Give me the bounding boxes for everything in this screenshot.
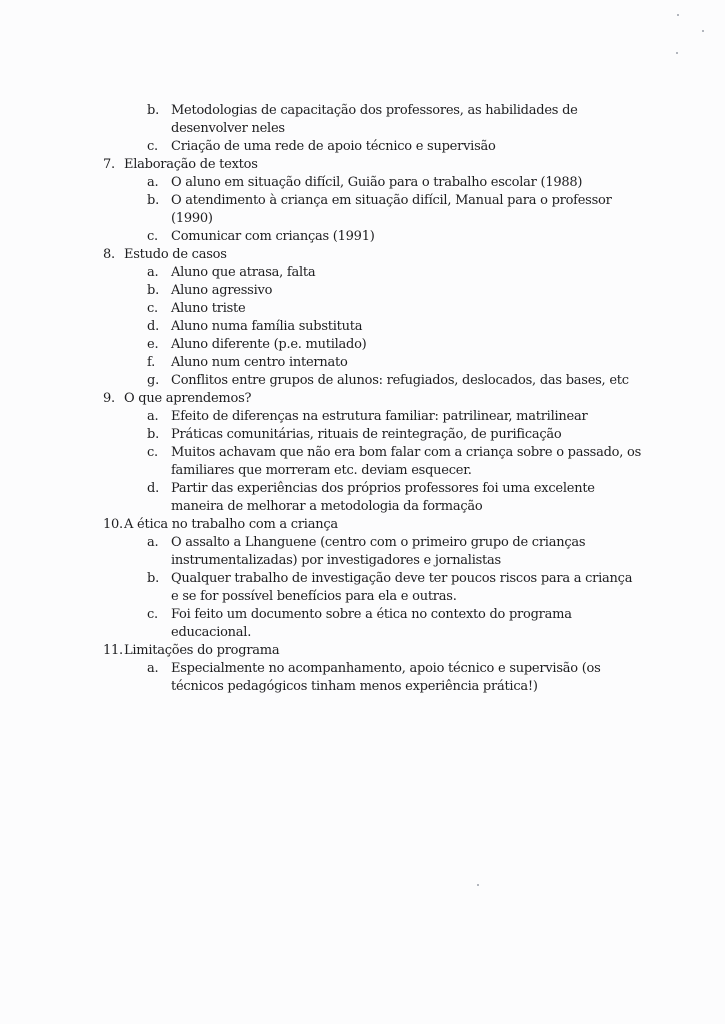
- section-number: 7.: [103, 157, 115, 172]
- item-marker: d.: [147, 319, 159, 334]
- item-text: Metodologias de capacitação dos professores, as habilidades de desenvolver neles: [171, 103, 578, 136]
- item-text: Muitos achavam que não era bom falar com a criança sobre o passado, os familiares que morreram etc. deviam esquecer.: [171, 445, 642, 478]
- item-text: O aluno em situação difícil, Guião para o trabalho escolar (1988): [171, 175, 583, 190]
- item-marker: b.: [147, 571, 159, 586]
- item-text: Foi feito um documento sobre a ética no contexto do programa educacional.: [171, 607, 572, 640]
- section-heading: [103, 390, 643, 408]
- item-text: O assalto a Lhanguene (centro com o primeiro grupo de crianças instrumentalizadas) por investigadores e jornalistas: [171, 535, 586, 568]
- section-heading: [103, 156, 643, 174]
- list-item: [103, 372, 643, 390]
- scan-speck: [676, 52, 678, 54]
- section-heading: [103, 246, 643, 264]
- outline-list: [103, 102, 643, 696]
- item-marker: a.: [147, 175, 159, 190]
- list-item: [103, 408, 643, 426]
- item-marker: d.: [147, 481, 159, 496]
- list-item: [103, 336, 643, 354]
- item-text: Aluno numa família substituta: [171, 319, 363, 334]
- item-text: Práticas comunitárias, rituais de reintegração, de purificação: [171, 427, 562, 442]
- section-heading: [103, 642, 643, 660]
- list-item: [103, 300, 643, 318]
- item-text: Comunicar com crianças (1991): [171, 229, 375, 244]
- item-marker: b.: [147, 427, 159, 442]
- item-marker: e.: [147, 337, 159, 352]
- item-marker: b.: [147, 193, 159, 208]
- list-item: [103, 426, 643, 444]
- section-title: Estudo de casos: [124, 247, 227, 262]
- item-marker: a.: [147, 535, 159, 550]
- list-item: [103, 444, 643, 480]
- item-text: O atendimento à criança em situação difícil, Manual para o professor (1990): [171, 193, 612, 226]
- item-text: Partir das experiências dos próprios professores foi uma excelente maneira de melhorar a metodologia da formação: [171, 481, 595, 514]
- item-marker: c.: [147, 229, 158, 244]
- section-title: A ética no trabalho com a criança: [124, 517, 338, 532]
- list-item: [103, 102, 643, 138]
- item-text: Aluno diferente (p.e. mutilado): [171, 337, 367, 352]
- item-text: Criação de uma rede de apoio técnico e supervisão: [171, 139, 496, 154]
- item-text: Aluno que atrasa, falta: [171, 265, 316, 280]
- item-marker: b.: [147, 103, 159, 118]
- item-text: Efeito de diferenças na estrutura familiar: patrilinear, matrilinear: [171, 409, 588, 424]
- item-marker: f.: [147, 355, 155, 370]
- item-marker: b.: [147, 283, 159, 298]
- item-marker: a.: [147, 661, 159, 676]
- list-item: [103, 480, 643, 516]
- list-item: [103, 192, 643, 228]
- list-item: [103, 138, 643, 156]
- item-text: Aluno num centro internato: [171, 355, 348, 370]
- list-item: [103, 660, 643, 696]
- item-text: Aluno agressivo: [171, 283, 273, 298]
- list-item: [103, 318, 643, 336]
- item-text: Conflitos entre grupos de alunos: refugiados, deslocados, das bases, etc: [171, 373, 629, 388]
- list-item: [103, 606, 643, 642]
- list-item: [103, 354, 643, 372]
- item-marker: a.: [147, 409, 159, 424]
- section-title: Elaboração de textos: [124, 157, 258, 172]
- item-marker: a.: [147, 265, 159, 280]
- item-marker: g.: [147, 373, 159, 388]
- item-text: Aluno triste: [171, 301, 246, 316]
- scan-speck: [702, 30, 704, 32]
- item-marker: c.: [147, 139, 158, 154]
- section-number: 10.: [103, 517, 123, 532]
- list-item: [103, 534, 643, 570]
- item-text: Especialmente no acompanhamento, apoio técnico e supervisão (os técnicos pedagógicos tinham menos experiência prática!): [171, 661, 601, 694]
- list-item: [103, 282, 643, 300]
- section-number: 9.: [103, 391, 115, 406]
- section-title: Limitações do programa: [124, 643, 280, 658]
- item-marker: c.: [147, 445, 158, 460]
- list-item: [103, 264, 643, 282]
- item-marker: c.: [147, 301, 158, 316]
- scan-speck: [677, 14, 679, 16]
- list-item: [103, 174, 643, 192]
- section-title: O que aprendemos?: [124, 391, 252, 406]
- list-item: [103, 570, 643, 606]
- item-marker: c.: [147, 607, 158, 622]
- item-text: Qualquer trabalho de investigação deve ter poucos riscos para a criança e se for possível benefícios para ela e outras.: [171, 571, 633, 604]
- scan-speck: [477, 884, 479, 886]
- section-heading: [103, 516, 643, 534]
- list-item: [103, 228, 643, 246]
- section-number: 8.: [103, 247, 115, 262]
- section-number: 11.: [103, 643, 123, 658]
